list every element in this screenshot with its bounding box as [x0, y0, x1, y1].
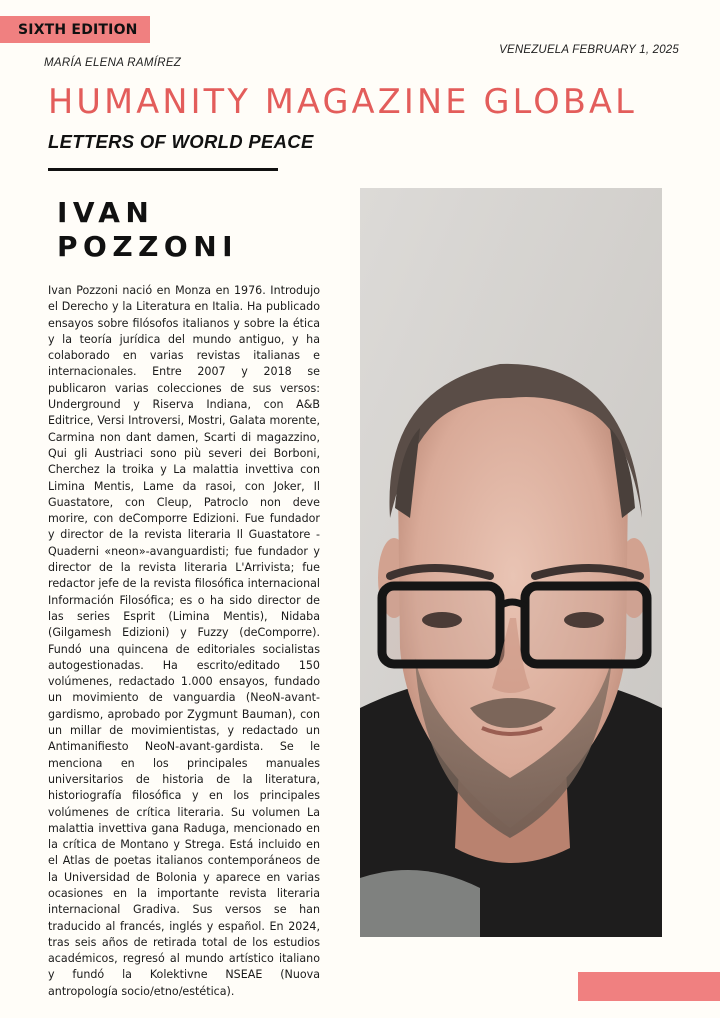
person-name-line-2: POZZONI: [57, 230, 239, 263]
title-divider: [48, 168, 278, 171]
magazine-title: HUMANITY MAGAZINE GLOBAL: [48, 82, 638, 121]
footer-accent-bar: [578, 972, 720, 1001]
edition-label: SIXTH EDITION: [18, 21, 138, 38]
dateline: VENEZUELA FEBRUARY 1, 2025: [499, 44, 679, 56]
person-name: [57, 196, 238, 264]
person-name-line-1: IVAN: [57, 196, 155, 229]
portrait-photo: [360, 188, 662, 937]
edition-badge: [0, 16, 150, 43]
author-name: MARÍA ELENA RAMÍREZ: [44, 57, 182, 69]
biography-text: Ivan Pozzoni nació en Monza en 1976. Introdujo el Derecho y la Literatura en Italia. Ha publicado ensayos sobre filósofos italianos y sobre la ética y la teoría jurídica del mundo antiguo, y ha colaborado en varias revistas italianas e internacionales. Entre 2007 y 2018 se publicaron varias colecciones de sus versos: Underground y Riserva Indiana, con A&B Editrice, Versi Introversi, Mostri, Galata morente, Carmina non dant damen, Scarti di magazzino, Qui gli Austriaci sono più severi dei Borboni, Cherchez la troika y La malattia invettiva con Limina Mentis, Lame da rasoi, con Joker, Il Guastatore, con Cleup, Patroclo non deve morire, con deComporre Edizioni. Fue fundador y director de la revista literaria Il Guastatore - Quaderni «neon»-avanguardisti; fue fundador y director de la revista literaria L'Arrivista; fue redactor jefe de la revista filosófica internacional Información Filosófica; es o ha sido director de las series Esprit (Limina Mentis), Nidaba (Gilgamesh Edizioni) y Fuzzy (deComporre). Fundó una quincena de editoriales socialistas autogestionadas. Ha escrito/editado 150 volúmenes, redactado 1.000 ensayos, fundado un movimiento de vanguardia (NeoN-avant-gardismo, aprobado por Zygmunt Bauman), con un millar de movimientistas, y redactado un Antimanifiesto NeoN-avant-gardista. Se le menciona en los principales manuales universitarios de historia de la literatura, historiografía filosófica y en los principales volúmenes de crítica literaria. Su volumen La malattia invettiva gana Raduga, mencionado en la crítica de Montano y Strega. Está incluido en el Atlas de poetas italianos contemporáneos de la Universidad de Bolonia y aparece en varias ocasiones en la importante revista literaria internacional Gradiva. Sus versos se han traducido al francés, inglés y español. En 2024, tras seis años de retirada total de los estudios académicos, regresó al mundo artístico italiano y fundó la Kolektivne NSEAE (Nuova antropología socio/etno/estética).: [48, 284, 320, 998]
magazine-subtitle: LETTERS OF WORLD PEACE: [48, 131, 314, 152]
